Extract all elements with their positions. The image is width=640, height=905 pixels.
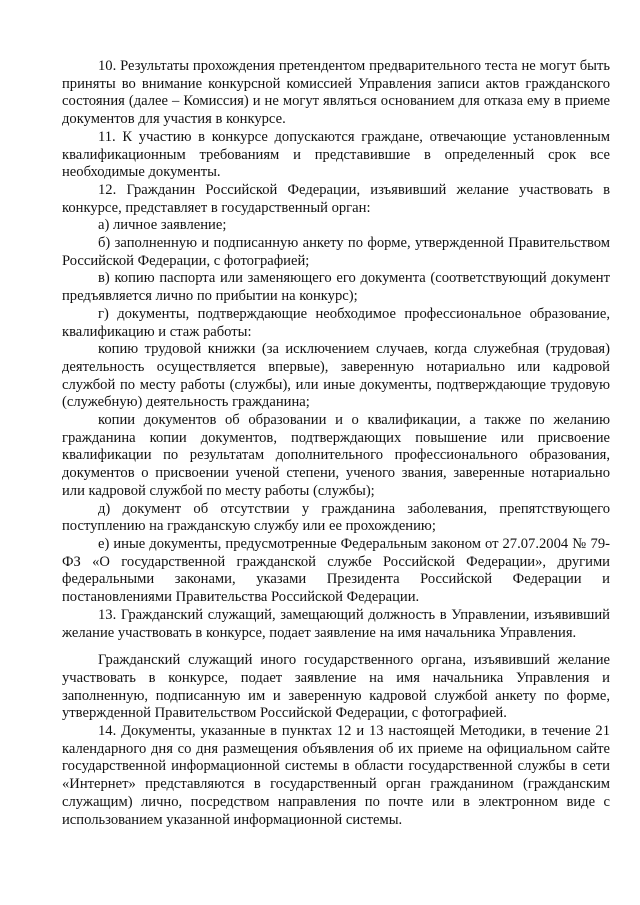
list-item-v: в) копию паспорта или заменяющего его документа (соответствующий документ предъявляется лично по прибытии на конкурс); [62,270,610,305]
paragraph-13-other-organ: Гражданский служащий иного государственного органа, изъявивший желание участвовать в конкурсе, подает заявление на имя начальника Управления и заполненную, подписанную им и заверенную кадровой службой анкету по форме, утвержденной Правительством Российской Федерации, с фотографией. [62,652,610,722]
paragraph-14: 14. Документы, указанные в пунктах 12 и 13 настоящей Методики, в течение 21 календарного дня со дня размещения объявления об их приеме на официальном сайте государственной информационной системы в области государственной службы в сети «Интернет» представляются в государственный орган гражданином (гражданским служащим) лично, посредством направления по почте или в электронном виде с использованием указанной информационной системы. [62,723,610,828]
list-item-d: д) документ об отсутствии у гражданина заболевания, препятствующего поступлению на гражданскую службу или ее прохождению; [62,500,610,535]
paragraph-10: 10. Результаты прохождения претендентом предварительного теста не могут быть приняты во внимание конкурсной комиссией Управления записи актов гражданского состояния (далее – Комиссия) и не могут являться основанием для отказа ему в приеме документов для участия в конкурсе. [62,58,610,128]
list-item-a: а) личное заявление; [98,217,227,234]
sub-item-education-docs: копии документов об образовании и о квалификации, а также по желанию гражданина копии документов, подтверждающих повышение или присвоение квалификации по результатам дополнительного профессионального образования, документов о присвоении ученой степени, ученого звания, заверенные нотариально или кадровой службой по месту работы (службы); [62,412,610,499]
document-page [62,58,610,829]
paragraph-12: 12. Гражданин Российской Федерации, изъявивший желание участвовать в конкурсе, представляет в государственный орган: [62,181,610,216]
list-item-e: е) иные документы, предусмотренные Федеральным законом от 27.07.2004 № 79-ФЗ «О государственной гражданской службе Российской Федерации», другими федеральными законами, указами Президента Российской Федерации и постановлениями Правительства Российской Федерации. [62,535,610,606]
sub-item-work-book: копию трудовой книжки (за исключением случаев, когда служебная (трудовая) деятельность осуществляется впервые), заверенную нотариально или кадровой службой по месту работы (службы), или иные документы, подтверждающие трудовую (служебную) деятельность гражданина; [62,341,610,411]
list-item-b: б) заполненную и подписанную анкету по форме, утвержденной Правительством Российской Федерации, с фотографией; [62,235,610,269]
list-item-g: г) документы, подтверждающие необходимое профессиональное образование, квалификацию и стаж работы: [62,305,610,340]
paragraph-13: 13. Гражданский служащий, замещающий должность в Управлении, изъявивший желание участвовать в конкурсе, подает заявление на имя начальника Управления. [62,606,610,641]
paragraph-11: 11. К участию в конкурсе допускаются граждане, отвечающие установленным квалификационным требованиям и представившие в определенный срок все необходимые документы. [62,128,610,181]
